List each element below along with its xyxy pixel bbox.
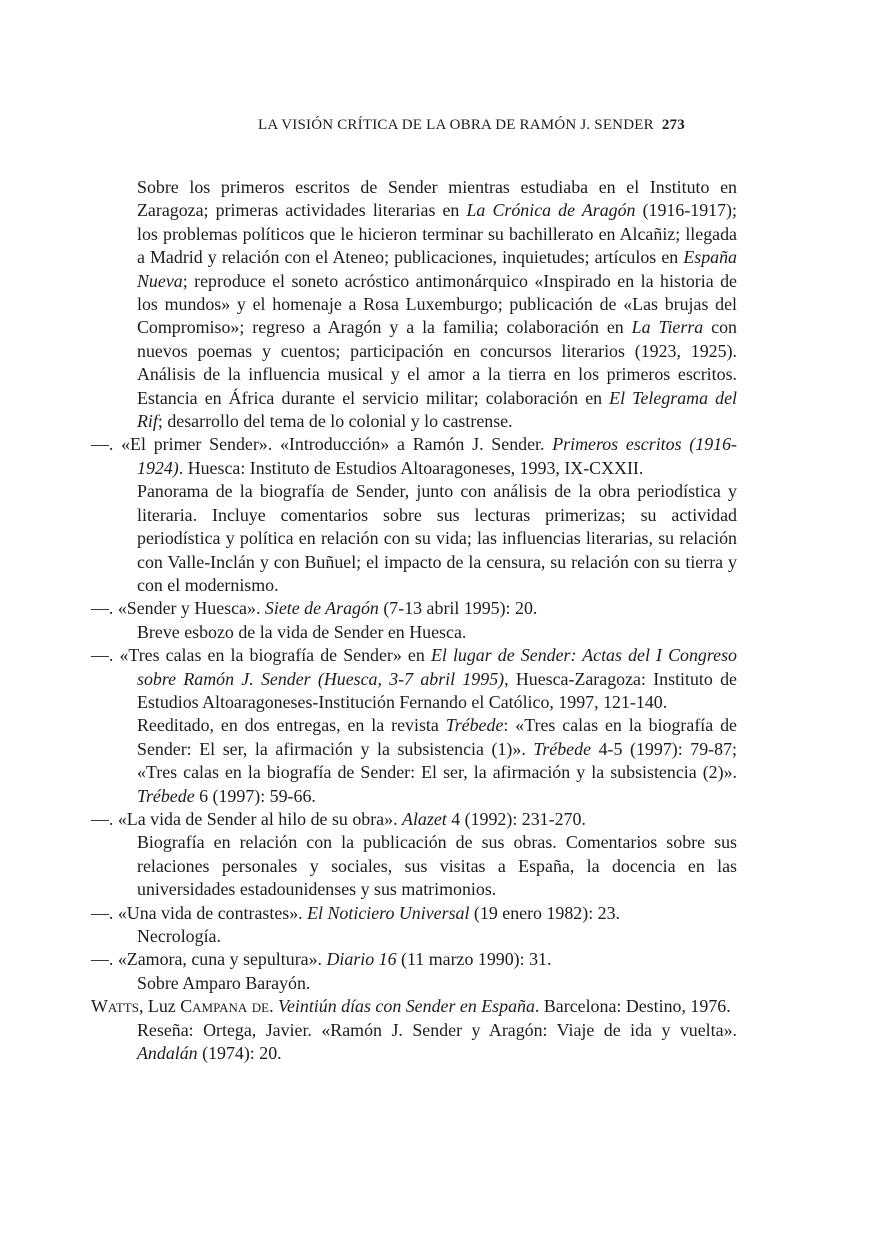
italic-title: La Crónica de Aragón (466, 200, 636, 221)
bibliography-entry (91, 948, 737, 971)
text-segment: —. «Zamora, cuna y sepultura». (91, 949, 327, 970)
bibliography-entry (91, 902, 737, 925)
bibliography-entry (91, 433, 737, 480)
bibliography-entry (91, 644, 737, 714)
author-name: Watts (91, 996, 139, 1017)
text-segment: —. «Tres calas en la biografía de Sender» en (91, 645, 431, 666)
text-segment: —. «El primer Sender». «Introducción» a Ramón J. Sender. (91, 434, 553, 455)
italic-title: Trébede (137, 785, 195, 806)
italic-title: Veintiún días con Sender en España (278, 996, 535, 1017)
entry-annotation (91, 925, 737, 948)
italic-title: Andalán (137, 1043, 198, 1064)
entry-annotation (91, 176, 737, 433)
text-segment: Necrología. (137, 926, 221, 946)
text-segment: . Huesca: Instituto de Estudios Altoaragoneses, 1993, IX-CXXII. (178, 457, 644, 478)
italic-title: Trébede (445, 715, 504, 736)
entry-annotation (91, 480, 737, 597)
running-header (258, 117, 685, 134)
bibliography-entry (91, 597, 737, 620)
entry-annotation (91, 831, 737, 901)
italic-title: El Telegrama del Rif (137, 387, 737, 432)
text-segment: . (269, 996, 279, 1017)
italic-title: Trébede (533, 738, 592, 759)
text-segment: Sobre Amparo Barayón. (137, 972, 311, 993)
text-segment: Reseña: Ortega, Javier. «Ramón J. Sender y Aragón: Viaje de ida y vuelta». (137, 1019, 737, 1040)
page-number: 273 (661, 117, 685, 133)
text-segment: : «Tres calas en la biografía de Sender: El ser, la afirmación y la subsistencia (1)». (137, 715, 737, 759)
italic-title: Siete de Aragón (264, 598, 379, 619)
text-segment: Panorama de la biografía de Sender, junto con análisis de la obra periodística y literaria. Incluye comentarios sobre sus lecturas primerizas; su actividad periodística y política en relación con su vida; las influencias literarias, su relación con Valle-Inclán y con Buñuel; el impacto de la censura, su relación con su tierra y con el modernismo. (137, 481, 737, 595)
text-segment: , Luz (138, 996, 181, 1017)
text-segment: con nuevos poemas y cuentos; participación en concursos literarios (1923, 1925). Análisis de la influencia musical y el amor a la tierra en los primeros escritos. Estancia en África durante el servicio militar; colaboración en (137, 317, 737, 408)
bibliography-body (91, 176, 737, 1065)
text-segment: —. «Sender y Huesca». (91, 598, 265, 619)
text-segment: ; desarrollo del tema de lo colonial y lo castrense. (157, 411, 513, 432)
text-segment: . Barcelona: Destino, 1976. (534, 996, 731, 1017)
text-segment: Breve esbozo de la vida de Sender en Huesca. (137, 621, 467, 642)
text-segment: (7-13 abril 1995): 20. (378, 598, 538, 619)
text-segment: ; reproduce el soneto acróstico antimonárquico «Inspirado en la historia de los mundos» y el homenaje a Rosa Luxemburgo; publicación de «Las brujas del Compromiso»; regreso a Aragón y a la familia; colaboración en (137, 270, 737, 338)
running-title: LA VISIÓN CRÍTICA DE LA OBRA DE RAMÓN J. SENDER (258, 117, 654, 133)
italic-title: El Noticiero Universal (307, 902, 470, 923)
text-segment: 4-5 (1997): 79-87; «Tres calas en la biografía de Sender: El ser, la afirmación y la subsistencia (2)». (137, 738, 737, 783)
author-name: Campana de (180, 996, 270, 1017)
text-segment: Reeditado, en dos entregas, en la revista (137, 715, 446, 736)
text-segment: —. «La vida de Sender al hilo de su obra». (91, 808, 403, 829)
entry-annotation (91, 714, 737, 808)
text-segment: 6 (1997): 59-66. (194, 785, 316, 806)
text-segment: —. «Una vida de contrastes». (91, 902, 308, 923)
bibliography-entry (91, 995, 737, 1018)
text-segment: 4 (1992): 231-270. (446, 808, 586, 829)
italic-title: Primeros escritos (1916-1924) (137, 434, 737, 478)
bibliography-entry (91, 808, 737, 831)
text-segment: (1974): 20. (197, 1043, 282, 1064)
italic-title: España Nueva (137, 247, 737, 291)
italic-title: El lugar de Sender: Actas del I Congreso sobre Ramón J. Sender (Huesca, 3-7 abril 1995) (137, 645, 738, 689)
italic-title: Diario 16 (326, 949, 397, 970)
entry-annotation (91, 621, 737, 644)
entry-annotation (91, 1019, 737, 1066)
entry-annotation (91, 972, 737, 995)
italic-title: La Tierra (631, 317, 704, 338)
text-segment: Sobre los primeros escritos de Sender mientras estudiaba en el Instituto en Zaragoza; primeras actividades literarias en (137, 177, 737, 221)
text-segment: (1916-1917); los problemas políticos que le hicieron terminar su bachillerato en Alcañiz; llegada a Madrid y relación con el Ateneo; publicaciones, inquietudes; artículos en (137, 200, 737, 268)
text-segment: (19 enero 1982): 23. (469, 902, 620, 923)
italic-title: Alazet (402, 808, 447, 829)
text-segment: Biografía en relación con la publicación de sus obras. Comentarios sobre sus relaciones personales y sociales, sus visitas a España, la docencia en las universidades estadounidenses y sus matrimonios. (137, 832, 737, 900)
text-segment: , Huesca-Zaragoza: Instituto de Estudios Altoaragoneses-Institución Fernando el Católico, 1997, 121-140. (137, 668, 737, 712)
text-segment: (11 marzo 1990): 31. (396, 949, 552, 970)
